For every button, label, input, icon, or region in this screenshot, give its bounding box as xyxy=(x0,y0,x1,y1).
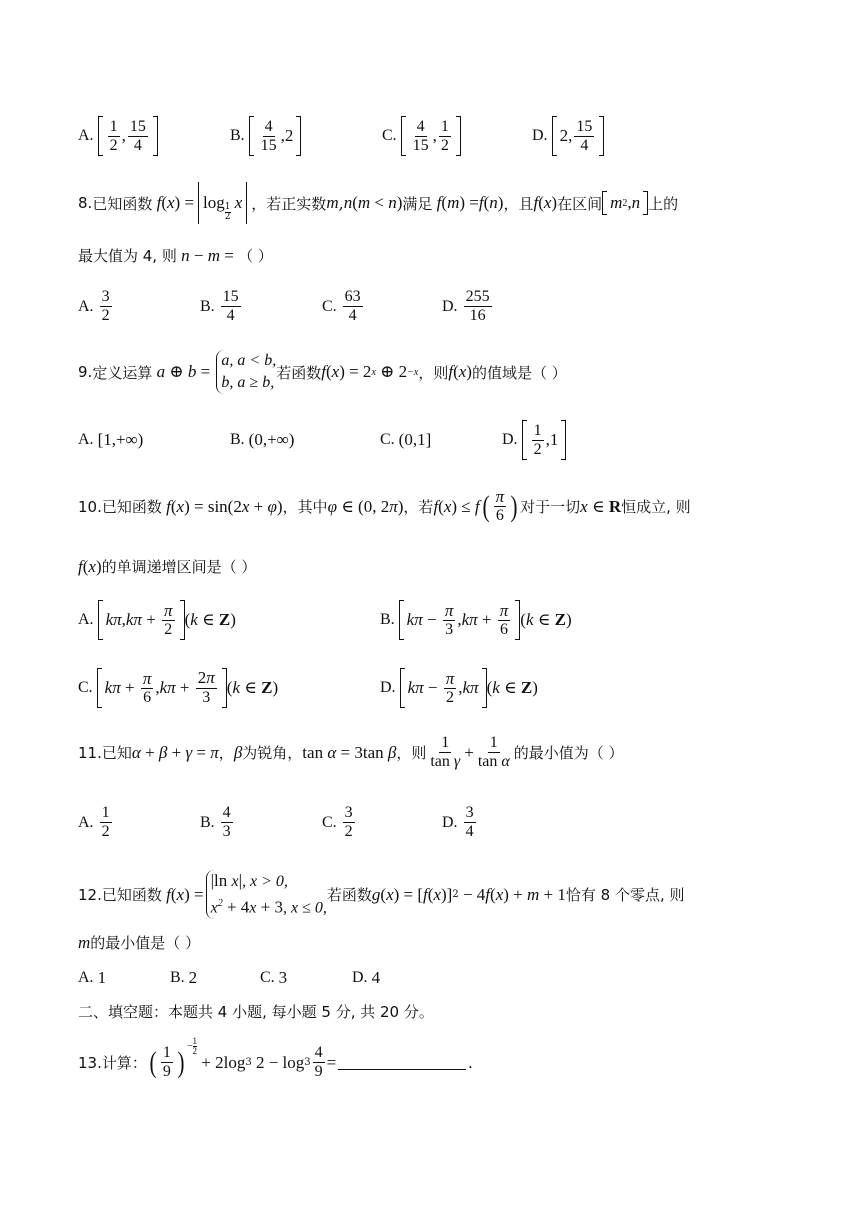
q12-options-row xyxy=(78,968,432,988)
option-label: D. xyxy=(532,127,548,144)
option-label: B. xyxy=(230,127,245,144)
q9-option-c: C. (0,1] xyxy=(380,430,432,449)
option-label: A. xyxy=(78,127,94,144)
answer-paren: （ ） xyxy=(531,363,567,382)
q8-option-b: B. $\frac{15}{4}$ xyxy=(200,288,239,324)
answer-paren: （ ） xyxy=(238,247,273,265)
q8-options-row xyxy=(78,288,562,325)
q9-option-b: B. (0,+∞) xyxy=(230,430,295,449)
q8-option-a: A. $\frac{3}{2}$ xyxy=(78,288,110,324)
q8-stem-line2: 最大值为 4, 则 n − m = （ ） xyxy=(78,245,273,265)
q10-option-c: C. kπ + $\frac{\pi}{6}$ , kπ + $\frac{2\pi}{3}$ ( k ∈ Z ) xyxy=(78,668,279,706)
q11-option-a: A. $\frac{1}{2}$ xyxy=(78,804,110,840)
q7-option-d: D. 2 , $\frac{15}{4}$ xyxy=(532,116,652,156)
q7-options-row xyxy=(78,116,652,156)
q12-stem-line1: 12. 已知函数 f ( x ) = |ln x|, x > 0, $x^2 + 4x + 3$, x ≤ 0, 若函数 g ( x ) = [ f ( x )] 2 − 4 f ( x ) + m + 1 恰有 8 个零点, 则 xyxy=(78,870,684,919)
q11-option-c: C. $\frac{3}{2}$ xyxy=(322,804,353,840)
q12-option-b: B. 2 xyxy=(170,968,198,987)
answer-blank[interactable] xyxy=(338,1055,466,1070)
q8-option-c: C. $\frac{63}{4}$ xyxy=(322,288,361,324)
q12-option-c: C. 3 xyxy=(260,968,288,987)
q11-option-d: D. $\frac{3}{4}$ xyxy=(442,804,474,840)
piecewise-definition: |ln x|, x > 0, $x^2 + 4x + 3$, x ≤ 0, xyxy=(206,870,327,919)
q10-stem-line1: 10. 已知函数 f ( x ) = sin(2 x + φ ) ，其中 φ ∈ (0, 2 π ) ，若 f ( x ) ≤ f ( $\frac{\pi}{6}$ ) 对于一切 x ∈ R 恒成立, 则 xyxy=(78,487,691,524)
q7-option-a: A. $\frac{1}{2}$ , $\frac{15}{4}$ xyxy=(78,116,230,156)
q12-stem-line2: m 的最小值是 （ ） xyxy=(78,932,201,952)
answer-paren: （ ） xyxy=(588,744,624,762)
q10-stem-line2: f ( x ) 的单调递增区间是 （ ） xyxy=(78,556,257,576)
q11-option-b: B. $\frac{4}{3}$ xyxy=(200,804,231,840)
q10-options-row1 xyxy=(78,600,680,640)
q13-stem: 13. 计算： ( $\frac{1}{9}$ ) − $\frac{1}{2}$ + 2log 3 2 − log 3 $\frac{4}{9}$ = . xyxy=(78,1036,473,1080)
answer-paren: （ ） xyxy=(165,934,201,952)
q7-option-b: B. $\frac{4}{15}$ , 2 xyxy=(230,116,382,156)
q10-option-d: D. kπ − $\frac{\pi}{2}$ , kπ ( k ∈ Z ) xyxy=(380,668,680,708)
q9-options-row xyxy=(78,420,622,460)
option-label: C. xyxy=(382,127,397,144)
q8-stem-line1: 8. 已知函数 f ( x ) = log $\frac{1}{2}$ x ，若正实数 m , n ( m < n ) 满足 f ( m ) = f ( n ) ，且 f ( x ) 在区间 m 2 , n 上的 xyxy=(78,182,678,224)
q9-option-d: D. $\frac{1}{2}$ , 1 xyxy=(502,420,622,460)
q10-options-row2 xyxy=(78,668,680,708)
section-heading-fill-in: 二、填空题：本题共 4 小题, 每小题 5 分, 共 20 分。 xyxy=(78,1003,434,1021)
q8-option-d: D. $\frac{255}{16}$ xyxy=(442,288,490,324)
q10-option-a: A. kπ , kπ + $\frac{\pi}{2}$ ( k ∈ Z ) xyxy=(78,600,380,640)
answer-paren: （ ） xyxy=(221,558,257,576)
q7-option-c: C. $\frac{4}{15}$ , $\frac{1}{2}$ xyxy=(382,116,532,156)
q12-option-a: A. 1 xyxy=(78,968,107,987)
q9-option-a: A. [1,+∞) xyxy=(78,430,144,449)
q9-stem: 9. 定义运算 a ⊕ b = a, a < b, b, a ≥ b, 若函数 f ( x ) = 2 x ⊕ 2 −x ，则 f ( x ) 的值域是 （ ） xyxy=(78,350,567,394)
q10-option-b: B. kπ − $\frac{\pi}{3}$ , kπ + $\frac{\pi}{6}$ ( k ∈ Z ) xyxy=(380,600,680,640)
q12-option-d: D. 4 xyxy=(352,968,381,987)
piecewise-definition: a, a < b, b, a ≥ b, xyxy=(216,350,276,394)
q11-stem: 11. 已知 α + β + γ = π ， β 为锐角， tan α = 3tan β ，则 $\frac{1}{\text{tan γ}}$ + $\frac{1}{\text{tan α}}$ 的最小值为 （ ） xyxy=(78,734,624,770)
q11-options-row xyxy=(78,804,562,841)
